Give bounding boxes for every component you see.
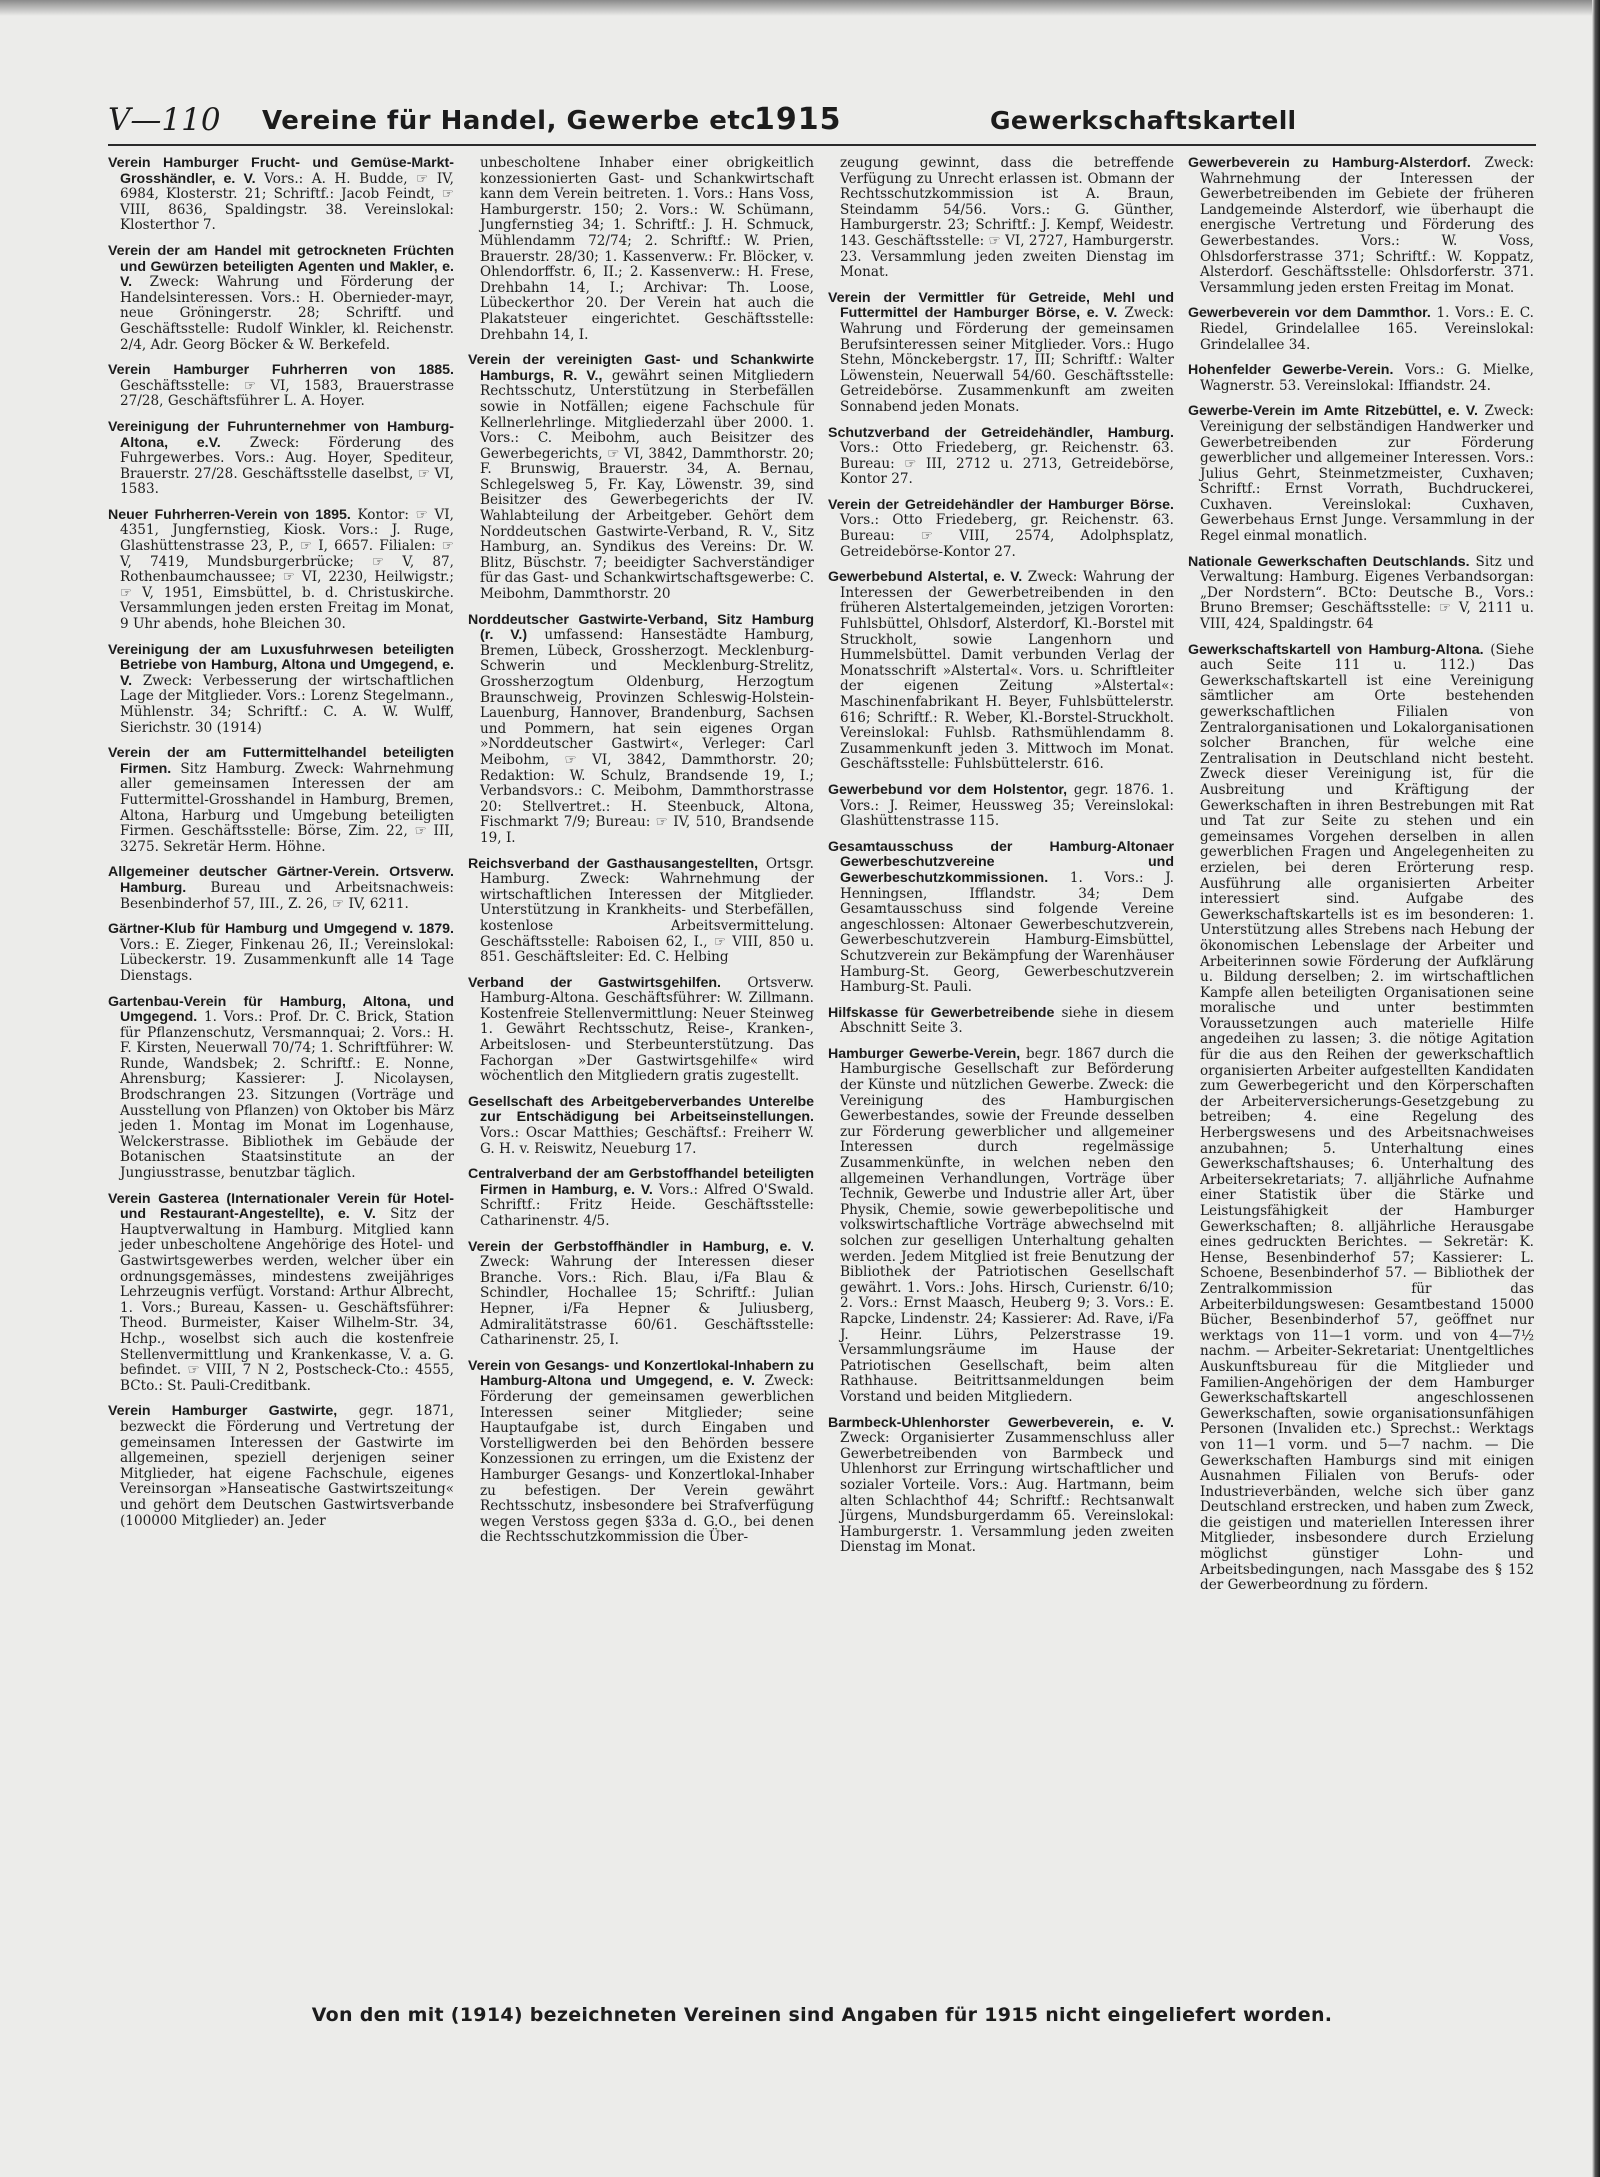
entry-name: Verein von Gesangs- und Konzertlokal-Inhabern zu Hamburg-Altona und Umgegend, e. V.: [468, 1357, 814, 1390]
directory-entry: [108, 420, 454, 498]
directory-entry: [828, 783, 1174, 830]
column-2: [468, 156, 814, 1996]
directory-entry: [828, 426, 1174, 488]
column-4: [1188, 156, 1534, 1996]
directory-entry: [828, 840, 1174, 996]
directory-entry: [468, 976, 814, 1085]
directory-entry: [108, 922, 454, 984]
entry-name: Gesamtausschuss der Hamburg-Altonaer Gewerbeschutzvereine und Gewerbeschutzkommissionen.: [828, 838, 1174, 886]
directory-entry: [468, 1095, 814, 1157]
directory-entry: [468, 1167, 814, 1229]
column-1: [108, 156, 454, 1996]
entry-body: Sitz und Verwaltung: Hamburg. Eigenes Verbandsorgan: „Der Nordstern“. BCto: Deutsche B., Vors.: Bruno Bremser; Geschäftsstelle: ☞ V, 2111 u. VIII, 424, Spaldingstr. 64: [1200, 553, 1534, 633]
directory-entry: [108, 643, 454, 737]
directory-entry: [468, 857, 814, 966]
entry-name: Vereinigung der am Luxusfuhrwesen beteiligten Betriebe von Hamburg, Altona und Umgegend, e. V.: [108, 641, 454, 689]
entry-name: Barmbeck-Uhlenhorster Gewerbeverein, e. V.: [828, 1414, 1174, 1431]
directory-entry: [108, 244, 454, 353]
entry-name: Verein der am Handel mit getrockneten Früchten und Gewürzen beteiligten Agenten und Makler, e. V.: [108, 242, 454, 291]
directory-entry: [828, 156, 1174, 281]
entry-name: Gesellschaft des Arbeitgeberverbandes Unterelbe zur Entschädigung bei Arbeitseinstellungen.: [468, 1093, 814, 1126]
directory-entry: [108, 746, 454, 855]
directory-entry: [1188, 363, 1534, 394]
entry-name: Hohenfelder Gewerbe-Verein.: [1188, 362, 1394, 379]
entry-body: Vors.: Oscar Matthies; Geschäftsf.: Freiherr W. G. H. v. Reiswitz, Neueburg 17.: [480, 1125, 814, 1157]
column-3: [828, 156, 1174, 1996]
entry-body: gegr. 1876. 1. Vors.: J. Reimer, Heussweg 35; Vereinslokal: Glashüttenstrasse 115.: [840, 781, 1174, 830]
entry-body: Zweck: Förderung des Fuhrgewerbes. Vors.: Aug. Hoyer, Spediteur, Brauerstr. 27/28. Geschäftsstelle daselbst, ☞ VI, 1583.: [120, 434, 454, 498]
directory-entry: [1188, 555, 1534, 633]
entry-body: Sitz Hamburg. Zweck: Wahrnehmung aller gemeinsamen Interessen der am Futtermittel-Grosshandel in Hamburg, Bremen, Altona, Harburg und Umgebung beteiligten Firmen. Geschäftsstelle: Börse, Zim. 22, ☞ III, 3275. Sekretär Herm. Höhne.: [120, 760, 454, 855]
entry-body: Sitz der Hauptverwaltung in Hamburg. Mitglied kann jeder unbescholtene Angehörige des Hotel- und Gastwirtsgewerbes werden, welcher über ein ordnungsgemässes, mindestens zweijähriges Lehrzeugnis verfügt. Vorstand: Arthur Albrecht, 1. Vors.; Bureau, Kassen- u. Geschäftsführer: Theod. Burmeister, Kaiser Wilhelm-Str. 34, Hchp., woselbst sich auch die kostenfreie Stellenvermittlung und Krankenkasse, V. a. G. befindet. ☞ VIII, 7 N 2, Postscheck-Cto.: 4555, BCto.: St. Pauli-Creditbank.: [120, 1206, 454, 1394]
entry-body: 1. Vors.: J. Henningsen, Ifflandstr. 34; Dem Gesamtausschuss sind folgende Vereine angeschlossen: Altonaer Gewerbeschutzverein, Gewerbeschutzverein Hamburg-Eimsbüttel, Schutzverein zur Bekämpfung der Warenhäuser Hamburg-St. Georg, Gewerbeschutzverein Hamburg-St. Pauli.: [840, 869, 1174, 996]
entry-body: gewährt seinen Mitgliedern Rechtsschutz, Unterstützung in Sterbefällen sowie in Notfällen; eigene Fachschule für Kellnerlehrlinge. Mitgliederzahl über 2000. 1. Vors.: C. Meibohm, auch Beisitzer des Gewerbegerichts, ☞ VI, 3842, Dammthorstr. 20; F. Brunswig, Brauerstr. 34, A. Bernau, Schlegelsweg 5, Fr. Kay, Löwenstr. 39, sind Beisitzer des Gewerbegerichts der IV. Wahlabteilung der Arbeitgeber. Gehört dem Norddeutschen Gastwirte-Verband, R. V., Sitz Hamburg, an. Syndikus des Vereins: Dr. W. Blitz, Büschstr. 7; beeidigter Sachverständiger für das Gast- und Schankwirtschaftsgewerbe: C. Meibohm, Dammthorstr. 20: [480, 367, 814, 603]
entry-body: Ortsgr. Hamburg. Zweck: Wahrnehmung der wirtschaftlichen Interessen der Mitglieder. Unterstützung in Krankheits- und Sterbefällen, kostenlose Arbeitsvermittelung. Geschäftsstelle: Raboisen 62, I., ☞ VIII, 850 u. 851. Geschäftsleiter: Ed. C. Helbing: [480, 855, 814, 966]
entry-name: Verein Hamburger Gastwirte,: [108, 1403, 338, 1420]
directory-entry: [1188, 404, 1534, 544]
entry-body: siehe in diesem Abschnitt Seite 3.: [840, 1004, 1174, 1037]
entry-body: Vors.: A. H. Budde, ☞ IV, 6984, Klosterstr. 21; Schriftf.: Jacob Feindt, ☞ VIII, 8636, Spaldingstr. 38. Vereinslokal: Klosterthor 7.: [120, 170, 454, 234]
directory-entry: [468, 613, 814, 847]
entry-name: Verein der Gerbstoffhändler in Hamburg, e. V.: [468, 1238, 814, 1255]
entry-body: Zweck: Wahrnehmung der Interessen der Gewerbetreibenden im Gebiete der früheren Landgemeinde Alsterdorf, wie überhaupt die energische Vertretung und Förderung des Gewerbestandes. Vors.: W. Voss, Ohlsdorferstrasse 371; Schriftf.: W. Koppatz, Alsterdorf. Geschäftsstelle: Ohlsdorferstr. 371. Versammlung jeden ersten Freitag im Monat.: [1200, 156, 1534, 296]
directory-entry: [108, 865, 454, 912]
directory-entry: [108, 363, 454, 410]
directory-entry: [108, 1404, 454, 1529]
directory-entry: [828, 1006, 1174, 1037]
entry-body: Vors.: Otto Friedeberg, gr. Reichenstr. 63. Bureau: ☞ III, 2712 u. 2713, Getreidebörse, Kontor 27.: [840, 440, 1174, 488]
entry-body: (Siehe auch Seite 111 u. 112.) Das Gewerkschaftskartell ist eine Vereinigung sämtlicher am Orte bestehenden gewerkschaftlichen Filialen von Zentralorganisationen und Lokalorganisationen solcher Branchen, für welche eine Zentralisation in Deutschland nicht besteht. Zweck dieser Vereinigung ist, für die Ausbreitung und Kräftigung der Gewerkschaften in ihren Bestrebungen mit Rat und Tat zur Seite zu stehen und ein gemeinsames Vorgehen derselben in allen gewerblichen Fragen und Angelegenheiten zu erzielen, bei deren Erörterung resp. Ausführung alle organisierten Arbeiter interessiert sind. Aufgabe des Gewerkschaftskartells ist es im besonderen: 1. Unterstützung alles Strebens nach Hebung der ökonomischen Lebenslage der Arbeiter und Arbeiterinnen sowie Förderung der Aufklärung u. Bildung derselben; 2. im wirtschaftlichen Kampfe allen beteiligten Organisationen seine moralische und unter bestimmten Voraussetzungen auch materielle Hilfe angedeihen zu lassen; 3. die nötige Agitation für die aus den Reihen der gewerkschaftlich organisierten Arbeiter aufgestellten Kandidaten zum Gewerbegericht und den Körperschaften der Arbeiterversicherungs-Gesetzgebung zu betreiben; 4. eine Regelung des Herbergswesens und des Arbeitsnachweises anzubahnen; 5. Unterhaltung eines Gewerkschaftshauses; 6. Unterhaltung des Arbeitersekretariats; 7. alljährliche Aufnahme einer Statistik über die Stärke und Leistungsfähigkeit der Hamburger Gewerkschaften; 8. alljährliche Herausgabe eines gedruckten Berichtes. — Sekretär: K. Hense, Besenbinderhof 57; Kassierer: L. Schoene, Besenbinderhof 57. — Bibliothek der Zentralkommission für das Arbeiterbildungswesen: Gesamtbestand 15000 Bücher, Besenbinderhof 57, geöffnet nur werktags von 11—1 vorm. und von 4—7½ nachm. — Arbeiter-Sekretariat: Unentgeltliches Auskunftsbureau für die Mitglieder und Familien-Angehörigen der dem Hamburger Gewerkschaftskartell angeschlossenen Gewerkschaften, sowie organisationsunfähigen Personen (Invaliden etc.) Sprechst.: Werktags von 11—1 vorm. und 5—7 nachm. — Die Gewerkschaften Hamburgs sind mit einigen Ausnahmen Filialen von Berufs- oder Industrieverbänden, welche sich über ganz Deutschland erstrecken, und haben zum Zweck, die geistigen und materiellen Interessen ihrer Mitglieder, insbesondere durch Erzielung möglichst günstiger Lohn- und Arbeitsbedingungen, nach Massgabe des § 152 der Gewerbeordnung zu fördern.: [1200, 641, 1534, 1594]
entry-name: Reichsverband der Gasthausangestellten,: [468, 855, 759, 872]
entry-body: Zweck: Organisierter Zusammenschluss aller Gewerbetreibenden von Barmbeck und Uhlenhorst zur Erringung wirtschaftlicher und sozialer Vorteile. Vors.: Aug. Hartmann, beim alten Schlachthof 44; Schriftf.: Rechtsanwalt Jürgens, Mundsburgerdamm 65. Vereinslokal: Hamburgerstr. 1. Versammlung jeden zweiten Dienstag im Monat.: [840, 1430, 1174, 1556]
entry-body: Zweck: Wahrung und Förderung der gemeinsamen Berufsinteressen seiner Mitglieder. Vors.: Hugo Stehn, Mönckebergstr. 17, III; Schriftf.: Walter Löwenstein, Neuerwall 54/60. Geschäftsstelle: Getreidebörse. Zusammenkunft am zweiten Sonnabend jeden Monats.: [840, 305, 1174, 415]
entry-body: Zweck: Wahrung der Interessen der Gewerbetreibenden in den früheren Alstertalgemeinden, jetzigen Vororten: Fuhlsbüttel, Ohlsdorf, Alsterdorf, Kl.-Borstel mit Struckholt, sowie Langenhorn und Hummelsbüttel. Damit verbunden Verlag der Monatsschrift »Alstertal«. Vors. u. Schriftleiter der eigenen Zeitung »Alstertal«: Maschinenfabrikant H. Beyer, Fuhlsbüttelerstr. 616; Schriftf.: R. Weber, Kl.-Borstel-Struckholt. Vereinslokal: Fuhlsb. Rathsmühlendamm 8. Zusammenkunft jeden 3. Mittwoch im Monat. Geschäftsstelle: Fuhlsbüttelerstr. 616.: [840, 569, 1174, 773]
entry-name: Gärtner-Klub für Hamburg und Umgegend v. 1879.: [108, 921, 454, 938]
directory-entry: [828, 291, 1174, 416]
entry-name: Norddeutscher Gastwirte-Verband, Sitz Hamburg (r. V.): [468, 611, 814, 644]
entry-name: Verein der am Futtermittelhandel beteiligten Firmen.: [108, 745, 454, 777]
entry-body: Bureau und Arbeitsnachweis: Besenbinderhof 57, III., Z. 26, ☞ IV, 6211.: [120, 879, 454, 912]
entry-body: Zweck: Förderung der gemeinsamen gewerblichen Interessen seiner Mitglieder; seine Hauptaufgabe ist, durch Eingaben und Vorstelligwerden bei den Behörden bessere Konzessionen zu erringen, um die Existenz der Hamburger Gesangs- und Konzertlokal-Inhaber zu befestigen. Der Verein gewährt Rechtsschutz, insbesondere bei Strafverfügung wegen Verstoss gegen §33a d. G.O., bei denen die Rechtsschutzkommission die Über-: [480, 1373, 814, 1546]
entry-body: Ortsverw. Hamburg-Altona. Geschäftsführer: W. Zillmann. Kostenfreie Stellenvermittlung: Neuer Steinweg 1. Gewährt Rechtsschutz, Reise-, Kranken-, Arbeitslosen- und Sterbeunterstützung. Das Fachorgan »Der Gastwirtsgehilfe« wird wöchentlich den Mitgliedern gratis zugestellt.: [480, 974, 814, 1085]
directory-entry: [468, 353, 814, 603]
directory-entry: [828, 1047, 1174, 1406]
directory-entry: [468, 1359, 814, 1546]
directory-page: [108, 98, 1536, 2083]
entry-name: Gartenbau-Verein für Hamburg, Altona, und Umgegend.: [108, 993, 454, 1026]
directory-entry: [468, 1240, 814, 1349]
directory-entry: [828, 570, 1174, 773]
entry-body: umfassend: Hansestädte Hamburg, Bremen, Lübeck, Grossherzogt. Mecklenburg-Schwerin und Mecklenburg-Strelitz, Grossherzogtum Oldenburg, Herzogtum Braunschweig, Provinzen Schleswig-Holstein-Lauenburg, Hannover, Brandenburg, Sachsen und Pommern, hat sein eigenes Organ »Norddeutscher Gastwirt«, Verleger: Carl Meibohm, ☞ VI, 3842, Dammthorstr. 20; Redaktion: W. Schulz, Brandsende 19, I.; Verbandsvors.: C. Meibohm, Dammthorstrasse 20: Stellvertret.: H. Steenbuck, Altona, Fischmarkt 7/9; Bureau: ☞ IV, 510, Brandsende 19, I.: [480, 627, 814, 846]
running-head-right: Gewerkschaftskartell: [990, 106, 1297, 135]
entry-name: Verein der Vermittler für Getreide, Mehl und Futtermittel der Hamburger Börse, e. V.: [828, 289, 1174, 322]
entry-name: Verein Hamburger Frucht- und Gemüse-Markt-Grosshändler, e. V.: [108, 156, 454, 187]
entry-name: Centralverband der am Gerbstoffhandel beteiligten Firmen in Hamburg, e. V.: [468, 1166, 814, 1198]
directory-entry: [828, 1416, 1174, 1556]
entry-body: unbescholtene Inhaber einer obrigkeitlich konzessionierten Gast- und Schankwirtschaft kann dem Verein beitreten. 1. Vors.: Hans Voss, Hamburgerstr. 150; 2. Vors.: W. Schümann, Jungfernstieg 34; 1. Schriftf.: J. H. Schmuck, Mühlendamm 72/74; 2. Schriftf.: W. Prien, Brauerstr. 28/30; 1. Kassenverw.: Fr. Blöcker, v. Ohlendorffstr. 6, II.; 2. Kassenverw.: H. Frese, Drehbahn 14, I.; Archivar: Th. Loose, Lübeckerthor 20. Der Verein hat auch die Plakatsteuer eingerichtet. Geschäftsstelle: Drehbahn 14, I.: [480, 156, 814, 343]
entry-name: Gewerbe-Verein im Amte Ritzebüttel, e. V.: [1188, 403, 1478, 420]
entry-body: 1. Vors.: Prof. Dr. C. Brick, Station für Pflanzenschutz, Versmannquai; 2. Vors.: H. F. Kirsten, Neuerwall 70/74; 1. Schriftführer: W. Runde, Wandsbek; 2. Schriftf.: E. Nonne, Ahrensburg; Kassierer: J. Nicolaysen, Brodschrangen 23. Sitzungen (Vorträge und Ausstellung von Pflanzen) von Oktober bis März jeden 1. Montag im Monat im Logenhause, Welckerstrasse. Bibliothek im Gebäude der Botanischen Staatsinstitute an der Jungiusstrasse, benutzbar täglich.: [120, 1009, 454, 1182]
directory-entry: [1188, 306, 1534, 353]
entry-name: Nationale Gewerkschaften Deutschlands.: [1188, 553, 1470, 570]
entry-body: Kontor: ☞ VI, 4351, Jungfernstieg, Kiosk. Vors.: J. Ruge, Glashüttenstrasse 23, P., ☞ I, 6657. Filialen: ☞ V, 7419, Mundsburgerbrücke; ☞ V, 87, Rothenbaumchaussee; ☞ VI, 2230, Heilwigstr.; ☞ V, 1951, Eimsbüttel, b. d. Christuskirche. Versammlungen jeden ersten Freitag im Monat, 9 Uhr abends, hohe Bleichen 30.: [120, 506, 454, 633]
page-number: V—110: [108, 102, 221, 138]
entry-name: Hilfskasse für Gewerbetreibende: [828, 1004, 1055, 1021]
entry-name: Gewerbeverein vor dem Dammthor.: [1188, 305, 1431, 322]
entry-body: gegr. 1871, bezweckt die Förderung und Vertretung der gemeinsamen Interessen der Gastwirte im allgemeinen, speziell derjenigen seiner Mitglieder, hat eigene Fachschule, eigenes Vereinsorgan »Hanseatische Gastwirtszeitung« und gehört dem Deutschen Gastwirtsverbande (100000 Mitglieder) an. Jeder: [120, 1403, 454, 1529]
footer-note: Von den mit (1914) bezeichneten Vereinen sind Angaben für 1915 nicht eingeliefert worden.: [311, 2004, 1333, 2026]
entry-body: Vors.: Alfred O'Swald. Schriftf.: Fritz Heide. Geschäftsstelle: Catharinenstr. 4/5.: [480, 1181, 814, 1229]
entry-name: Gewerkschaftskartell von Hamburg-Altona.: [1188, 641, 1484, 658]
entry-body: begr. 1867 durch die Hamburgische Gesellschaft zur Beförderung der Künste und nützlichen Gewerbe. Zweck: die Vereinigung des Hamburgischen Gewerbestandes, sowie der Freunde desselben zur Förderung gewerblicher und allgemeiner Interessen durch regelmässige Zusammenkünfte, in welchen neben den allgemeinen Verhandlungen, Vorträge über Technik, Gewerbe und Industrie aller Art, über Physik, Chemie, sowie gewerbepolitische und volkswirtschaftliche Vorträge abwechselnd mit solchen zur geselligen Unterhaltung gehalten werden. Jedem Mitglied ist freie Benutzung der Bibliothek der Patriotischen Gesellschaft gewährt. 1. Vors.: Johs. Hirsch, Curienstr. 6/10; 2. Vors.: Ernst Maasch, Heuberg 9; 3. Vors.: E. Rapcke, Lindenstr. 24; Kassierer: Ad. Rave, i/Fa J. Heinr. Lührs, Pelzerstrasse 19. Versammlungsräume im Hause der Patriotischen Gesellschaft, beim alten Rathhause. Beitrittsanmeldungen beim Vorstand und beiden Mitgliedern.: [840, 1045, 1174, 1405]
entry-body: 1. Vors.: E. C. Riedel, Grindelallee 165. Vereinslokal: Grindelallee 34.: [1200, 305, 1534, 353]
directory-entry: [108, 995, 454, 1182]
directory-entry: [828, 498, 1174, 560]
entry-name: Hamburger Gewerbe-Verein,: [828, 1045, 1021, 1062]
directory-entry: [468, 156, 814, 343]
entry-name: Gewerbebund vor dem Holstentor,: [828, 781, 1068, 798]
scan-shadow-top: [0, 0, 1600, 16]
entry-name: Gewerbebund Alstertal, e. V.: [828, 569, 1023, 586]
page-header: [108, 98, 1536, 144]
entry-name: Gewerbeverein zu Hamburg-Alsterdorf.: [1188, 156, 1471, 171]
entry-body: Vors.: G. Mielke, Wagnerstr. 53. Vereinslokal: Iffiandstr. 24.: [1200, 362, 1534, 394]
entry-name: Verein Hamburger Fuhrherren von 1885.: [108, 362, 454, 379]
entry-name: Vereinigung der Fuhrunternehmer von Hamburg-Altona, e.V.: [108, 418, 454, 451]
entry-name: Verein Gasterea (Internationaler Verein für Hotel- und Restaurant-Angestellte), e. V.: [108, 1190, 454, 1223]
entry-body: Zweck: Wahrung der Interessen dieser Branche. Vors.: Rich. Blau, i/Fa Blau & Schindler, Hochallee 15; Schriftf.: Julian Hepner, i/Fa Hepner & Juliusberg, Admiralitätstrasse 60/61. Geschäftsstelle: Catharinenstr. 25, I.: [480, 1254, 814, 1349]
entry-body: Zweck: Wahrung und Förderung der Handelsinteressen. Vors.: H. Obernieder-mayr, neue Gröningerstr. 28; Schriftf. und Geschäftsstelle: Rudolf Winkler, kl. Reichenstr. 2/4, Adr. Georg Böcker & W. Berkefeld.: [120, 274, 454, 353]
entry-name: Verein der Getreidehändler der Hamburger Börse.: [828, 496, 1174, 513]
year-label: 1915: [754, 102, 842, 137]
directory-entry: [108, 156, 454, 234]
directory-entry: [1188, 643, 1534, 1594]
columns: [108, 156, 1536, 1996]
header-rule: [108, 144, 1536, 146]
entry-body: Zweck: Verbesserung der wirtschaftlichen Lage der Mitglieder. Vors.: Lorenz Stegelmann., Mühlenstr. 34; Schriftf.: C. A. W. Wulff, Sierichstr. 30 (1914): [120, 672, 454, 736]
section-title: Vereine für Handel, Gewerbe etc.: [262, 106, 767, 136]
entry-name: Allgemeiner deutscher Gärtner-Verein. Ortsverw. Hamburg.: [108, 864, 454, 896]
entry-name: Schutzverband der Getreidehändler, Hamburg.: [828, 424, 1174, 441]
entry-body: Vors.: Otto Friedeberg, gr. Reichenstr. 63. Bureau: ☞ VIII, 2574, Adolphsplatz, Getreidebörse-Kontor 27.: [840, 512, 1174, 560]
entry-name: Neuer Fuhrherren-Verein von 1895.: [108, 506, 351, 523]
entry-body: Zweck: Vereinigung der selbständigen Handwerker und Gewerbetreibenden zur Förderung gewerblicher und allgemeiner Interessen. Vors.: Julius Gehrt, Steinmetzmeister, Cuxhaven; Schriftf.: Ernst Vorrath, Buchdruckerei, Cuxhaven. Vereinslokal: Cuxhaven, Gewerbehaus Ernst Junge. Versammlung in der Regel einmal monatlich.: [1200, 403, 1534, 545]
entry-name: Verein der vereinigten Gast- und Schankwirte Hamburgs, R. V.,: [468, 352, 814, 384]
directory-entry: [108, 1192, 454, 1395]
directory-entry: [1188, 156, 1534, 296]
scan-shadow-right: [1592, 0, 1600, 2177]
entry-name: Verband der Gastwirtsgehilfen.: [468, 974, 721, 991]
directory-entry: [108, 508, 454, 633]
entry-body: Geschäftsstelle: ☞ VI, 1583, Brauerstrasse 27/28, Geschäftsführer L. A. Hoyer.: [120, 377, 454, 410]
entry-body: Vors.: E. Zieger, Finkenau 26, II.; Vereinslokal: Lübeckerstr. 19. Zusammenkunft alle 14 Tage Dienstags.: [120, 936, 454, 984]
entry-body: zeugung gewinnt, dass die betreffende Verfügung zu Unrecht erlassen ist. Obmann der Rechtsschutzkommission ist A. Braun, Steindamm 54/56. Vors.: G. Günther, Hamburgerstr. 23; Schriftf.: J. Kempf, Weidestr. 143. Geschäftsstelle: ☞ VI, 2727, Hamburgerstr. 23. Versammlung jeden zweiten Dienstag im Monat.: [840, 156, 1174, 281]
